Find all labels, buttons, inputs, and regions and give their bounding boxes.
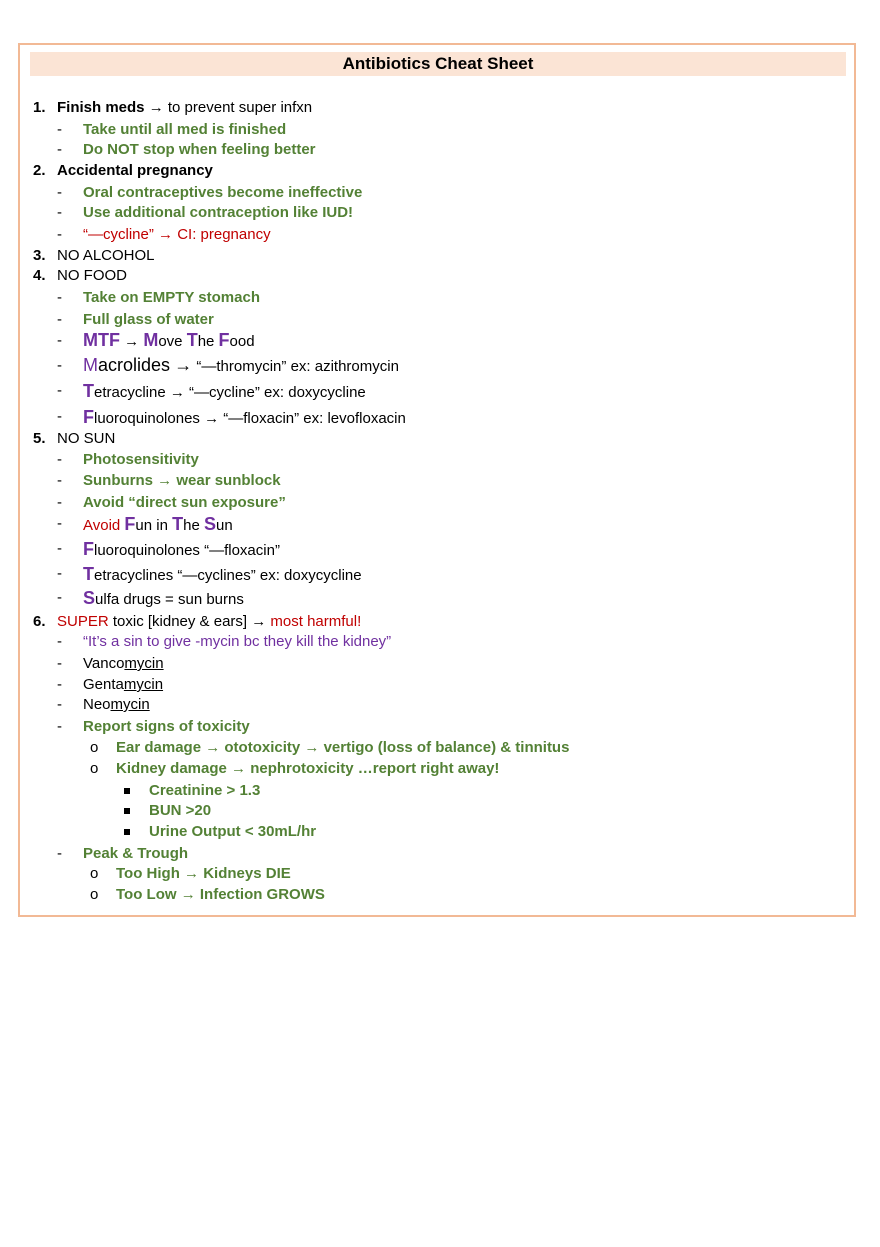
section-note: to prevent super infxn	[167, 99, 313, 116]
section-heading: NO FOOD	[57, 267, 127, 284]
arrow-icon: →	[169, 384, 185, 401]
page-title: Antibiotics Cheat Sheet	[30, 52, 846, 76]
section-heading: NO SUN	[57, 430, 116, 447]
section-number: 2.	[33, 162, 46, 179]
arrow-icon: →	[158, 226, 174, 243]
section-heading: Accidental pregnancy	[57, 162, 213, 179]
arrow-icon: →	[204, 410, 220, 427]
arrow-icon: →	[251, 613, 267, 630]
section-number: 6.	[33, 613, 46, 630]
arrow-icon: →	[231, 760, 247, 777]
arrow-icon: →	[184, 865, 200, 882]
arrow-icon: →	[174, 355, 193, 375]
section-heading: SUPER	[57, 613, 109, 630]
section-number: 5.	[33, 430, 46, 447]
arrow-icon: →	[148, 99, 164, 116]
section-number: 3.	[33, 247, 46, 264]
arrow-icon: →	[304, 739, 320, 756]
arrow-icon: →	[180, 886, 196, 903]
arrow-icon: →	[124, 333, 140, 350]
arrow-icon: →	[157, 472, 173, 489]
section-number: 1.	[33, 99, 46, 116]
section-number: 4.	[33, 267, 46, 284]
arrow-icon: →	[205, 739, 221, 756]
section-heading: Finish meds	[57, 99, 145, 116]
section-heading: NO ALCOHOL	[57, 247, 155, 264]
